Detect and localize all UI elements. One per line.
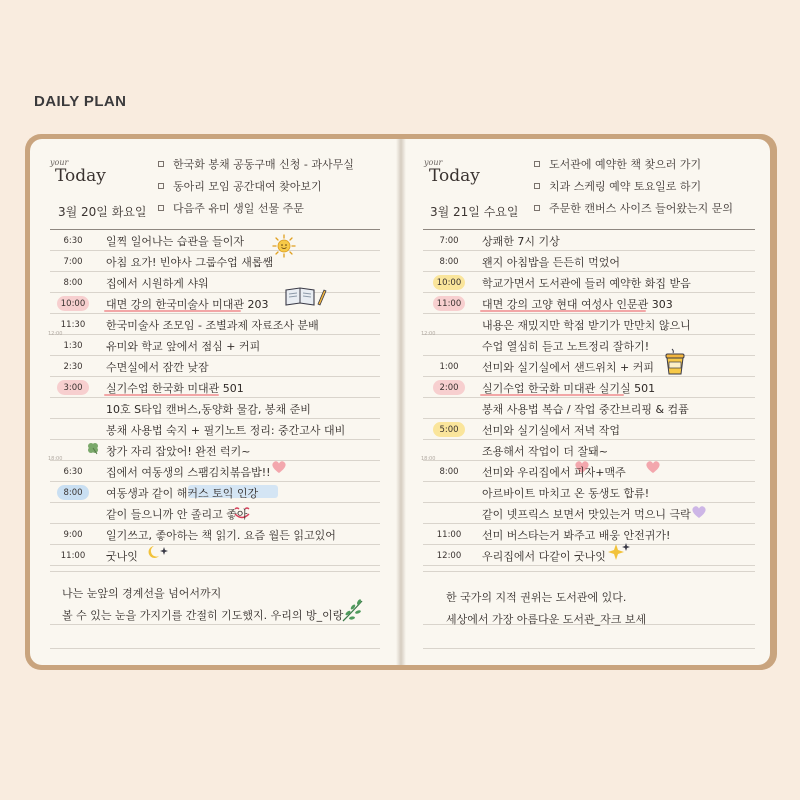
sparkle-icon (608, 542, 630, 562)
schedule-entry[interactable]: 대면 강의 한국미술사 미대관 203 (106, 298, 269, 311)
row-divider (50, 502, 380, 503)
schedule-entry[interactable]: 왠지 아침밥을 든든히 먹었어 (482, 256, 621, 269)
row-divider (423, 481, 755, 482)
schedule-entry[interactable]: 일찍 일어나는 습관을 들이자 (106, 235, 245, 248)
left-today-title: Today (55, 166, 106, 186)
time-slot: 11:30 (60, 320, 86, 330)
schedule-entry[interactable]: 수면실에서 잠깐 낮잠 (106, 361, 209, 374)
checklist-item[interactable]: 다음주 유미 생일 선물 주문 (158, 197, 354, 219)
schedule-entry[interactable]: 같이 들으니까 안 졸리고 좋아 (106, 508, 248, 521)
time-slot: 12:00 (436, 551, 462, 561)
time-slot: 2:30 (63, 362, 83, 372)
row-divider (423, 397, 755, 398)
tick-label: 12:00 (421, 331, 436, 337)
row-divider (50, 292, 380, 293)
right-date: 3월 21일 수요일 (430, 205, 519, 219)
checklist-item[interactable]: 동아리 모임 공간대여 찾아보기 (158, 175, 354, 197)
row-divider (423, 439, 755, 440)
time-slot: 5:00 (434, 425, 464, 435)
row-divider (50, 418, 380, 419)
schedule-entry[interactable]: 일기쓰고, 좋아하는 책 읽기. 요즘 월든 읽고있어 (106, 529, 336, 542)
schedule-entry[interactable]: 상쾌한 7시 기상 (482, 235, 560, 248)
time-slot: 11:00 (434, 299, 464, 309)
row-divider (423, 334, 755, 335)
schedule-entry[interactable]: 봉채 사용법 복습 / 작업 중간브리핑 & 컴퓸 (482, 403, 689, 416)
time-slot: 8:00 (439, 257, 459, 267)
tick-label: 18:00 (48, 456, 63, 462)
checkbox[interactable] (158, 161, 164, 167)
row-divider (423, 355, 755, 356)
tick-label: 18:00 (421, 456, 436, 462)
row-divider (423, 313, 755, 314)
time-slot: 2:00 (434, 383, 464, 393)
heart-icon (271, 460, 287, 474)
schedule-entry[interactable]: 집에서 시원하게 샤워 (106, 277, 209, 290)
page-heading: DAILY PLAN (34, 93, 127, 110)
schedule-entry[interactable]: 학교가면서 도서관에 들러 예약한 화집 받음 (482, 277, 691, 290)
checkbox[interactable] (534, 161, 540, 167)
planner-spine (396, 139, 406, 665)
right-memo-line: 세상에서 가장 아름다운 도서관_자크 보세 (446, 613, 647, 626)
checklist-item[interactable]: 치과 스케링 예약 토요일로 하기 (534, 175, 733, 197)
checkbox[interactable] (534, 205, 540, 211)
time-slot: 8:00 (439, 467, 459, 477)
schedule-entry[interactable]: 창가 자리 잡았어! 완전 럭키~ (106, 445, 251, 458)
row-divider (50, 481, 380, 482)
leaf-branch-icon (340, 598, 366, 624)
memo-divider (50, 648, 380, 649)
schedule-entry[interactable]: 선미와 우리집에서 피자+맥주 (482, 466, 626, 479)
left-memo-line: 나는 눈앞의 경계선을 넘어서까지 (62, 587, 222, 600)
schedule-entry[interactable]: 집에서 여동생의 스팸김치볶음밥!! (106, 466, 271, 479)
checklist-item[interactable]: 한국화 봉채 공동구매 신청 - 과사무실 (158, 153, 354, 175)
coffee-cup-icon (664, 348, 686, 376)
schedule-entry[interactable]: 우리집에서 다같이 굿나잇 (482, 550, 606, 563)
row-divider (423, 523, 755, 524)
row-divider (50, 376, 380, 377)
book-pencil-icon (284, 286, 328, 308)
schedule-entry[interactable]: 조용해서 작업이 더 잘돼~ (482, 445, 608, 458)
tick-label: 12:00 (48, 331, 63, 337)
row-divider (50, 250, 380, 251)
schedule-entry[interactable]: 아르바이트 마치고 온 동생도 합류! (482, 487, 650, 500)
schedule-entry[interactable]: 수업 열심히 듣고 노트정리 잘하기! (482, 340, 650, 353)
row-divider (423, 292, 755, 293)
schedule-top-divider (423, 229, 755, 230)
row-divider (50, 271, 380, 272)
row-divider (50, 460, 380, 461)
time-slot: 11:00 (436, 530, 462, 540)
schedule-entry[interactable]: 한국미술사 조모임 - 조별과제 자료조사 분배 (106, 319, 319, 332)
time-slot: 6:30 (63, 236, 83, 246)
right-memo-line: 한 국가의 지적 권위는 도서관에 있다. (446, 591, 627, 604)
checklist-item[interactable]: 주문한 캔버스 사이즈 들어왔는지 문의 (534, 197, 733, 219)
memo-divider (50, 624, 380, 625)
row-divider (50, 565, 380, 566)
time-slot: 6:30 (63, 467, 83, 477)
right-today-small: your (424, 158, 443, 167)
time-slot: 1:00 (439, 362, 459, 372)
heart-icon (691, 505, 707, 519)
schedule-entry[interactable]: 10호 S타입 캔버스,동양화 물감, 봉채 준비 (106, 403, 311, 416)
left-checklist (158, 153, 354, 219)
schedule-top-divider (50, 229, 380, 230)
schedule-entry[interactable]: 선미 버스타는거 봐주고 배웅 안전귀가! (482, 529, 671, 542)
row-divider (423, 565, 755, 566)
moon-stars-icon (145, 544, 169, 560)
row-divider (50, 523, 380, 524)
schedule-entry[interactable]: 여동생과 같이 해커스 토익 인강 (106, 487, 259, 500)
schedule-entry[interactable]: 아침 요가! 빈야사 그룹수업 새롭쌤 (106, 256, 274, 269)
memo-divider (423, 571, 755, 572)
row-divider (423, 271, 755, 272)
row-divider (50, 397, 380, 398)
schedule-entry[interactable]: 실기수업 한국화 미대관 실기실 501 (482, 382, 656, 395)
row-divider (423, 376, 755, 377)
schedule-entry[interactable]: 대면 강의 고양 현대 여성사 인문관 303 (482, 298, 673, 311)
time-slot: 1:30 (63, 341, 83, 351)
right-today-title: Today (429, 166, 480, 186)
schedule-entry[interactable]: 선미와 실기실에서 샌드위치 + 커피 (482, 361, 654, 374)
right-checklist (534, 153, 733, 219)
time-slot: 11:00 (60, 551, 86, 561)
time-slot: 9:00 (63, 530, 83, 540)
checklist-item[interactable]: 도서관에 예약한 책 찾으러 가기 (534, 153, 733, 175)
row-divider (50, 313, 380, 314)
left-today-small: your (50, 158, 69, 167)
time-slot: 7:00 (63, 257, 83, 267)
schedule-entry[interactable]: 봉채 사용법 숙지 + 필기노트 정리: 중간고사 대비 (106, 424, 346, 437)
time-slot: 8:00 (63, 278, 83, 288)
memo-divider (50, 571, 380, 572)
clover-icon (86, 441, 100, 455)
row-divider (423, 250, 755, 251)
row-divider (50, 355, 380, 356)
row-divider (423, 544, 755, 545)
row-divider (50, 334, 380, 335)
time-slot: 3:00 (58, 383, 88, 393)
schedule-entry[interactable]: 선미와 실기실에서 저녁 작업 (482, 424, 621, 437)
schedule-entry[interactable]: 유미와 학교 앞에서 점심 + 커피 (106, 340, 261, 353)
checkbox[interactable] (158, 183, 164, 189)
time-slot: 8:00 (58, 488, 88, 498)
row-divider (50, 544, 380, 545)
schedule-entry[interactable]: 같이 넷프릭스 보면서 맛있는거 먹으니 극락 (482, 508, 691, 521)
heart-icon (645, 460, 661, 474)
schedule-entry[interactable]: 내용은 재밌지만 학점 받기가 만만치 않으니 (482, 319, 691, 332)
row-divider (423, 418, 755, 419)
schedule-entry[interactable]: 굿나잇 (106, 550, 138, 563)
sun-icon (272, 234, 296, 258)
checkbox[interactable] (534, 183, 540, 189)
row-divider (50, 439, 380, 440)
time-slot: 7:00 (439, 236, 459, 246)
checkbox[interactable] (158, 205, 164, 211)
schedule-entry[interactable]: 실기수업 한국화 미대관 501 (106, 382, 244, 395)
row-divider (423, 502, 755, 503)
time-slot: 10:00 (434, 278, 464, 288)
memo-divider (423, 648, 755, 649)
left-memo-line: 볼 수 있는 눈을 가지기를 간절히 기도했지. 우리의 방_이랑 (62, 609, 344, 622)
left-date: 3월 20일 화요일 (58, 205, 147, 219)
time-slot: 10:00 (58, 299, 88, 309)
